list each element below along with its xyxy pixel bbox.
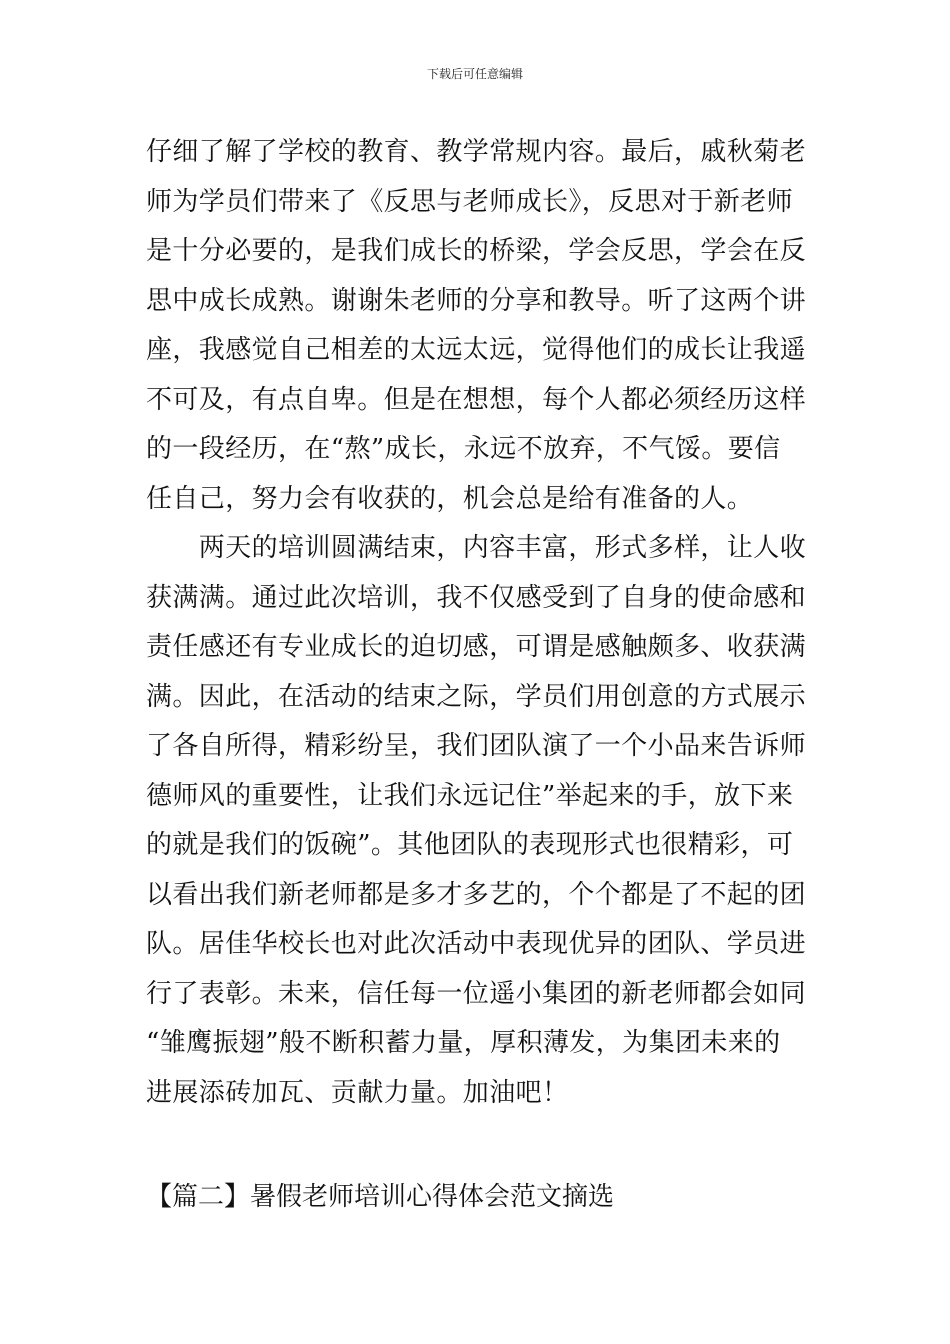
body-line: 责任感还有专业成长的迫切感，可谓是感触颇多、收获满 bbox=[146, 632, 807, 662]
body-line: 两天的培训圆满结束，内容丰富，形式多样，让人收 bbox=[146, 533, 807, 563]
body-line: “雏鹰振翅”般不断积蓄力量，厚积薄发，为集团未来的 bbox=[146, 1028, 781, 1058]
section-heading: 【篇二】暑假老师培训心得体会范文摘选 bbox=[146, 1182, 615, 1212]
body-line: 的一段经历，在“熬”成长，永远不放弃，不气馁。要信 bbox=[146, 434, 781, 464]
body-line: 是十分必要的，是我们成长的桥梁，学会反思，学会在反 bbox=[146, 236, 807, 266]
page-header-note: 下载后可任意编辑 bbox=[426, 67, 523, 81]
body-line: 思中成长成熟。谢谢朱老师的分享和教导。听了这两个讲 bbox=[146, 285, 807, 316]
body-line: 座，我感觉自己相差的太远太远，觉得他们的成长让我遥 bbox=[146, 335, 807, 365]
body-line: 任自己，努力会有收获的，机会总是给有准备的人。 bbox=[146, 483, 754, 514]
body-line: 以看出我们新老师都是多才多艺的，个个都是了不起的团 bbox=[146, 879, 807, 910]
body-line: 不可及，有点自卑。但是在想想，每个人都必须经历这样 bbox=[146, 384, 807, 415]
body-line: 德师风的重要性，让我们永远记住”举起来的手，放下来 bbox=[146, 780, 794, 811]
body-line: 了各自所得，精彩纷呈，我们团队演了一个小品来告诉师 bbox=[146, 731, 807, 761]
body-line: 进展添砖加瓦、贡献力量。加油吧！ bbox=[146, 1077, 569, 1108]
body-line: 行了表彰。未来，信任每一位遥小集团的新老师都会如同 bbox=[146, 978, 807, 1009]
body-line: 仔细了解了学校的教育、教学常规内容。最后，戚秋菊老 bbox=[146, 137, 807, 167]
body-line: 队。居佳华校长也对此次活动中表现优异的团队、学员进 bbox=[146, 929, 807, 959]
document-body bbox=[146, 128, 816, 1118]
body-line: 满。因此，在活动的结束之际，学员们用创意的方式展示 bbox=[146, 681, 807, 712]
body-line: 的就是我们的饭碗”。其他团队的表现形式也很精彩，可 bbox=[146, 830, 794, 860]
body-line: 师为学员们带来了《反思与老师成长》，反思对于新老师 bbox=[146, 186, 794, 217]
body-line: 获满满。通过此次培训，我不仅感受到了自身的使命感和 bbox=[146, 582, 807, 613]
